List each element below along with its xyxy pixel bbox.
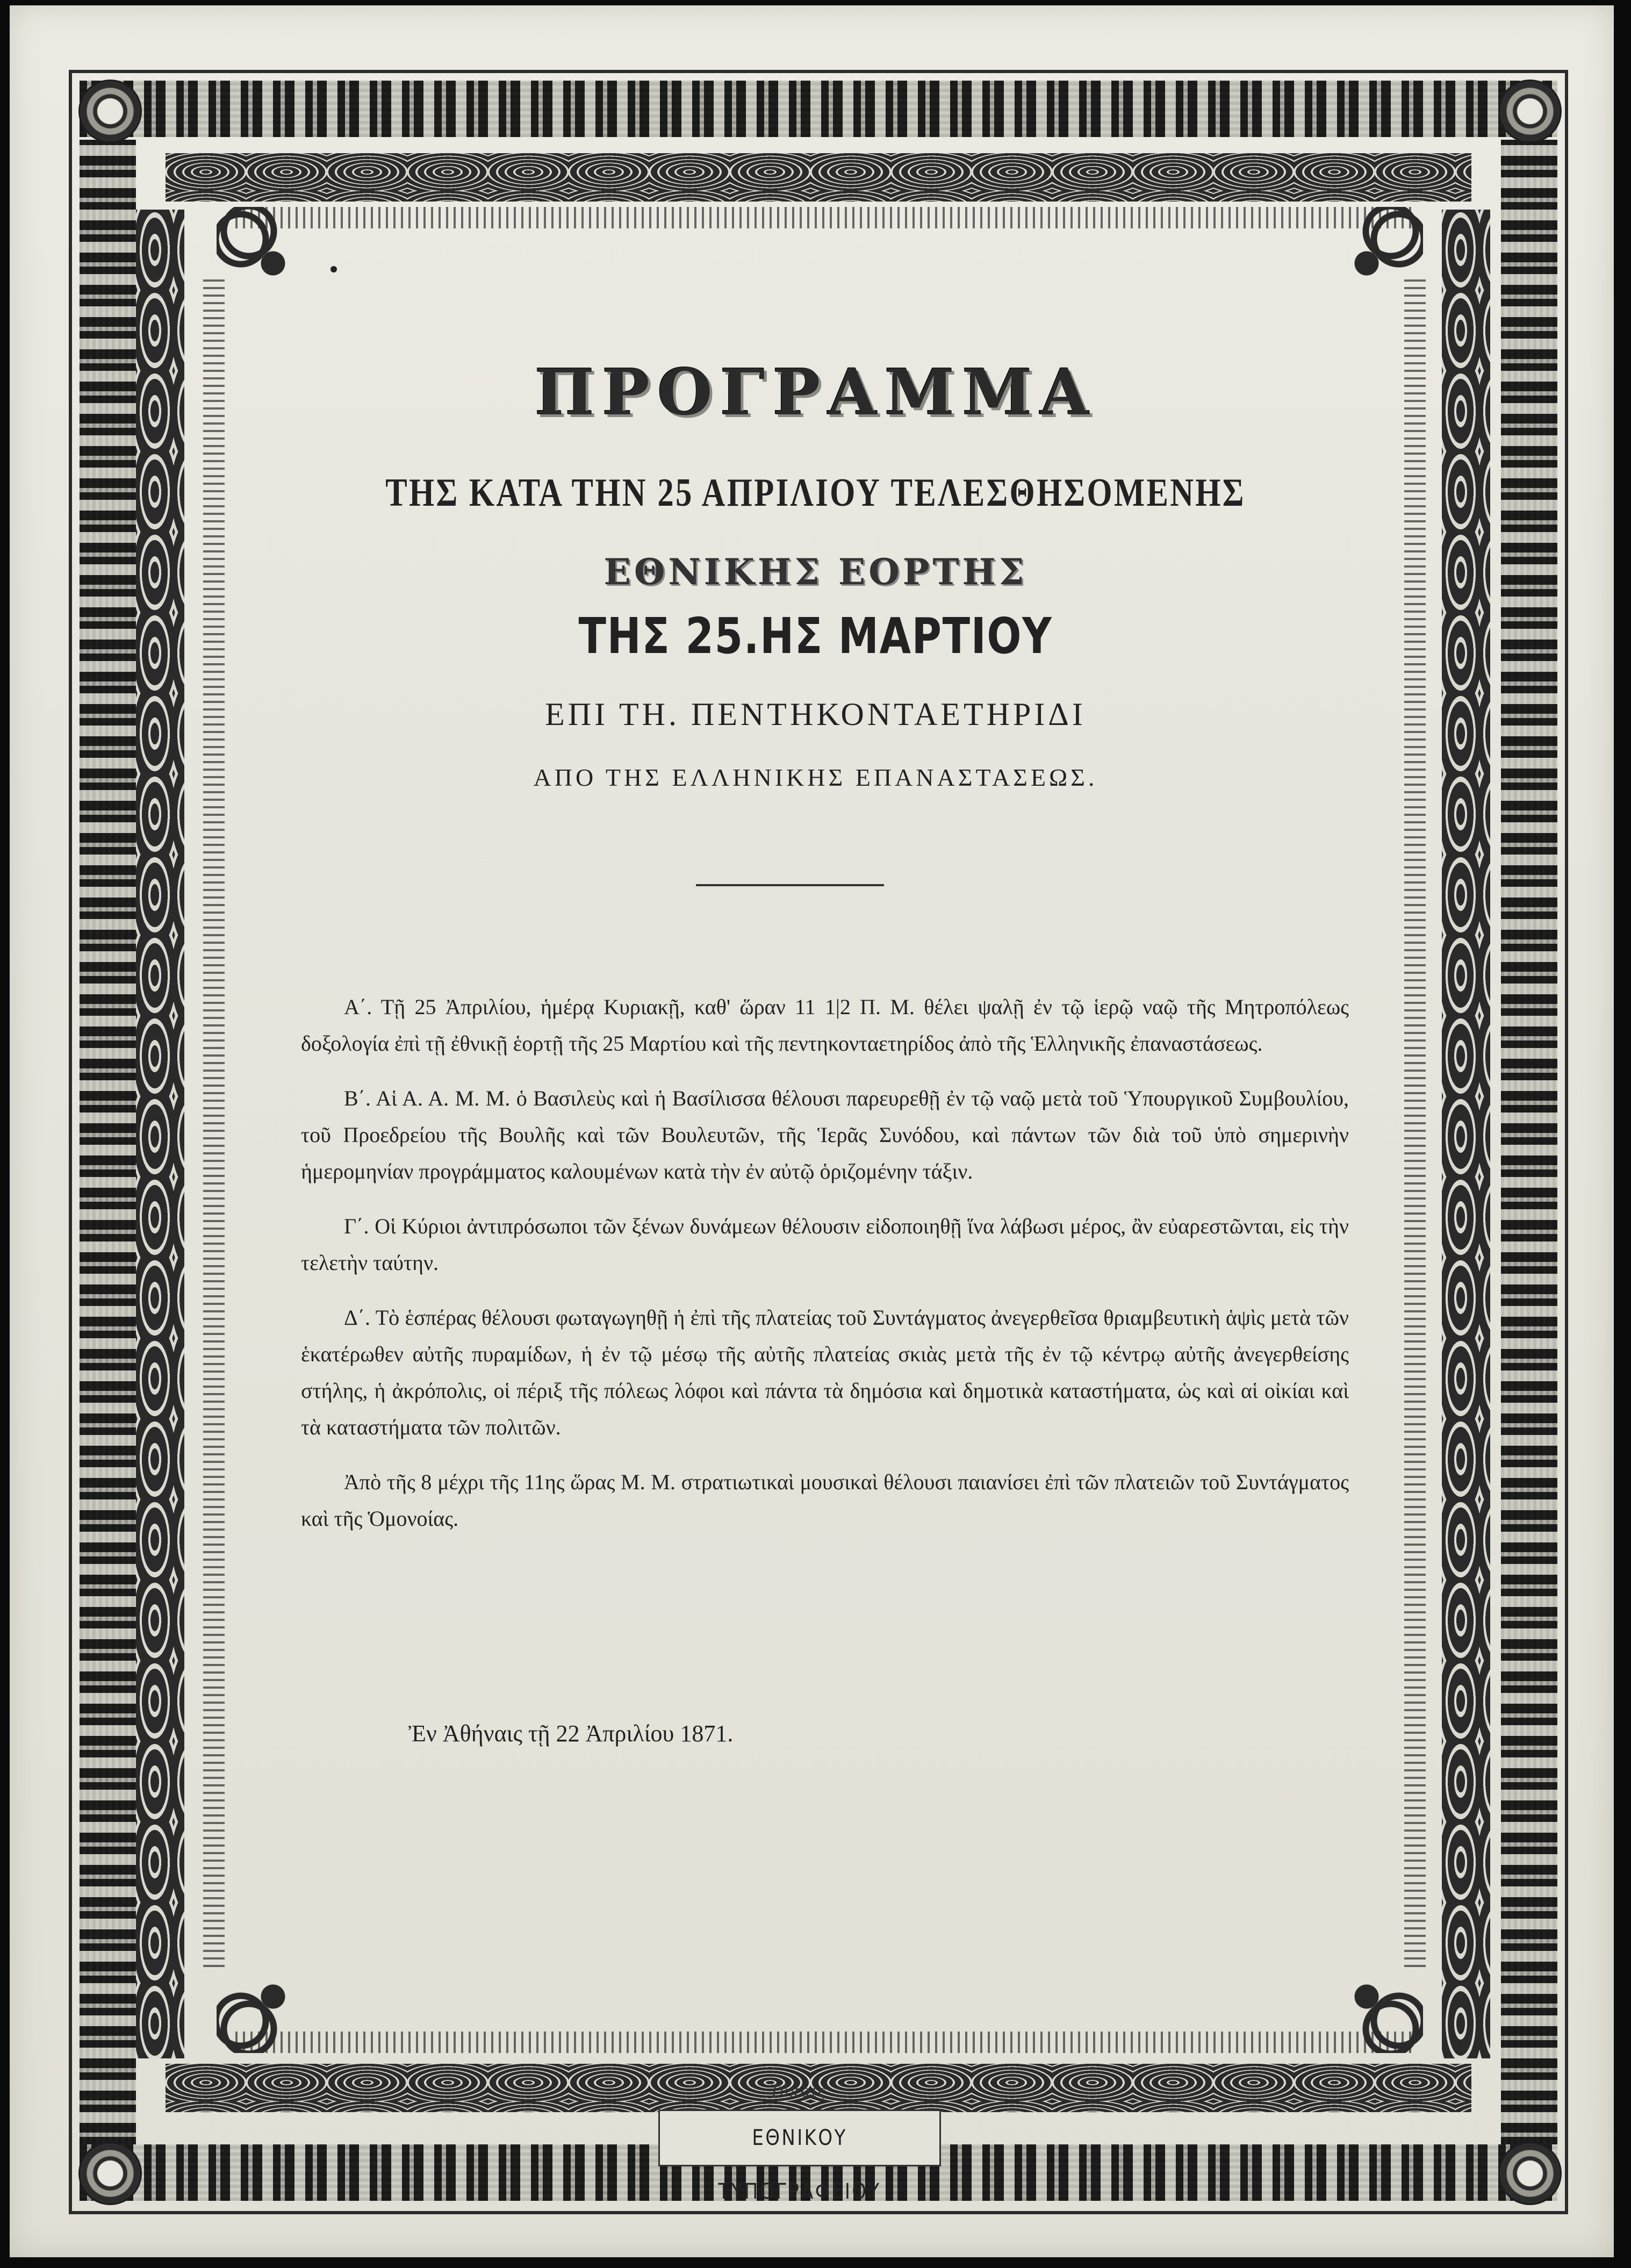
- top-right-medallion-icon: [1498, 80, 1562, 143]
- left-ornamental-band: [80, 140, 136, 2144]
- paragraph-e: Ἀπὸ τῆς 8 μέχρι τῆς 11ης ὥρας Μ. Μ. στρατιωτικαὶ μουσικαὶ θέλουσι παιανίσει ἐπὶ τῶν πλατειῶν τοῦ Συντάγματος καὶ τῆς Ὁμονοίας.: [301, 1470, 1349, 1531]
- top-ornamental-band: [80, 81, 1557, 137]
- date-signature: Ἐν Ἀθήναις τῇ 22 Ἀπριλίου 1871.: [408, 1720, 734, 1747]
- paragraph-b: Β΄. Αἱ Α. Α. Μ. Μ. ὁ Βασιλεὺς καὶ ἡ Βασίλισσα θέλουσι παρευρεθῇ ἐν τῷ ναῷ μετὰ τοῦ Ὑπουργικοῦ Συμβουλίου, τοῦ Προεδρείου τῆς Βουλῆς καὶ τῶν Βουλευτῶν, τῆς Ἱερᾶς Συνόδου, καὶ πάντων τῶν διὰ τοῦ ὑπὸ σημερινὴν ἡμερομηνίαν προγράμματος καλουμένων κατὰ τὴν ἐν αὐτῷ ὁριζομένην τάξιν.: [301, 1086, 1349, 1183]
- top-hatching: [235, 207, 1415, 228]
- printer-box: [658, 2109, 941, 2204]
- paragraph-a: Α΄. Τῇ 25 Ἀπριλίου, ἡμέρᾳ Κυριακῇ, καθ' ὥραν 11 1|2 Π. Μ. θέλει ψαλῇ ἐν τῷ ἱερῷ ναῷ τῆς Μητροπόλεως δοξολογία ἐπὶ τῇ ἐθνικῇ ἑορτῇ τῆς 25 Μαρτίου καὶ τῆς πεντηκονταετηρίδος ἀπὸ τῆς Ἑλληνικῆς ἐπαναστάσεως.: [301, 995, 1349, 1056]
- decorative-dot: [330, 266, 337, 272]
- bottom-left-flourish-icon: [217, 1972, 297, 2053]
- printer-name: ΕΘΝΙΚΟΥ ΤΥΠΟΓΡΑΦΕΙΟΥ: [718, 2126, 881, 2204]
- printer-label: Τύποις: [769, 2081, 827, 2101]
- top-right-flourish-icon: [1342, 207, 1423, 288]
- subtitle-line-2: ΕΘΝΙΚΗΣ ΕΟΡΤΗΣ: [603, 551, 1028, 593]
- top-left-medallion-icon: [78, 80, 142, 143]
- paragraph-d: Δ΄. Τὸ ἑσπέρας θέλουσι φωταγωγηθῇ ἡ ἐπὶ τῆς πλατείας τοῦ Συντάγματος ἀνεγερθεῖσα θριαμβευτικὴ ἁψὶς μετὰ τῶν ἑκατέρωθεν αὐτῆς πυραμίδων, ἡ ἐν τῷ μέσῳ τῆς αὐτῆς πλατείας σκιὰς μετὰ τῆς ἐν τῷ κέντρῳ αὐτῆς ἀνεγερθείσης στήλης, ἡ ἀκρόπολις, οἱ πέριξ τῆς πόλεως λόφοι καὶ πάντα τὰ δημόσια καὶ δημοτικὰ καταστήματα, ὡς καὶ αἱ οἰκίαι καὶ τὰ καταστήματα τῶν πολιτῶν.: [301, 1305, 1349, 1439]
- top-leaf-band: [166, 153, 1471, 202]
- top-left-flourish-icon: [217, 207, 297, 288]
- subtitle-line-4: ΕΠΙ ΤΗ. ΠΕΝΤΗΚΟΝΤΑΕΤΗΡΙΔΙ: [545, 697, 1086, 732]
- program-body: [301, 989, 1349, 1555]
- bottom-left-medallion-icon: [78, 2142, 142, 2205]
- bottom-right-flourish-icon: [1342, 1972, 1423, 2053]
- left-hatching: [203, 274, 225, 1967]
- bottom-right-medallion-icon: [1498, 2142, 1562, 2205]
- document-title: ΠΡΟΓΡΑΜΜΑ: [534, 355, 1097, 429]
- subtitle-line-1: ΤΗΣ ΚΑΤΑ ΤΗΝ 25 ΑΠΡΙΛΙΟΥ ΤΕΛΕΣΘΗΣΟΜΕΝΗΣ: [385, 471, 1246, 515]
- subtitle-line-3: ΤΗΣ 25.ΗΣ ΜΑΡΤΙΟΥ: [578, 607, 1053, 665]
- subtitle-line-5: ΑΠΟ ΤΗΣ ΕΛΛΗΝΙΚΗΣ ΕΠΑΝΑΣΤΑΣΕΩΣ.: [533, 764, 1098, 791]
- bottom-hatching: [235, 2032, 1415, 2053]
- right-hatching: [1404, 274, 1426, 1967]
- right-ornamental-band: [1501, 140, 1557, 2144]
- paragraph-c: Γ΄. Οἱ Κύριοι ἀντιπρόσωποι τῶν ξένων δυνάμεων θέλουσιν εἰδοποιηθῇ ἵνα λάβωσι μέρος, ἂν εὐαρεστῶνται, εἰς τὴν τελετὴν ταύτην.: [301, 1214, 1349, 1275]
- section-divider: [696, 884, 884, 886]
